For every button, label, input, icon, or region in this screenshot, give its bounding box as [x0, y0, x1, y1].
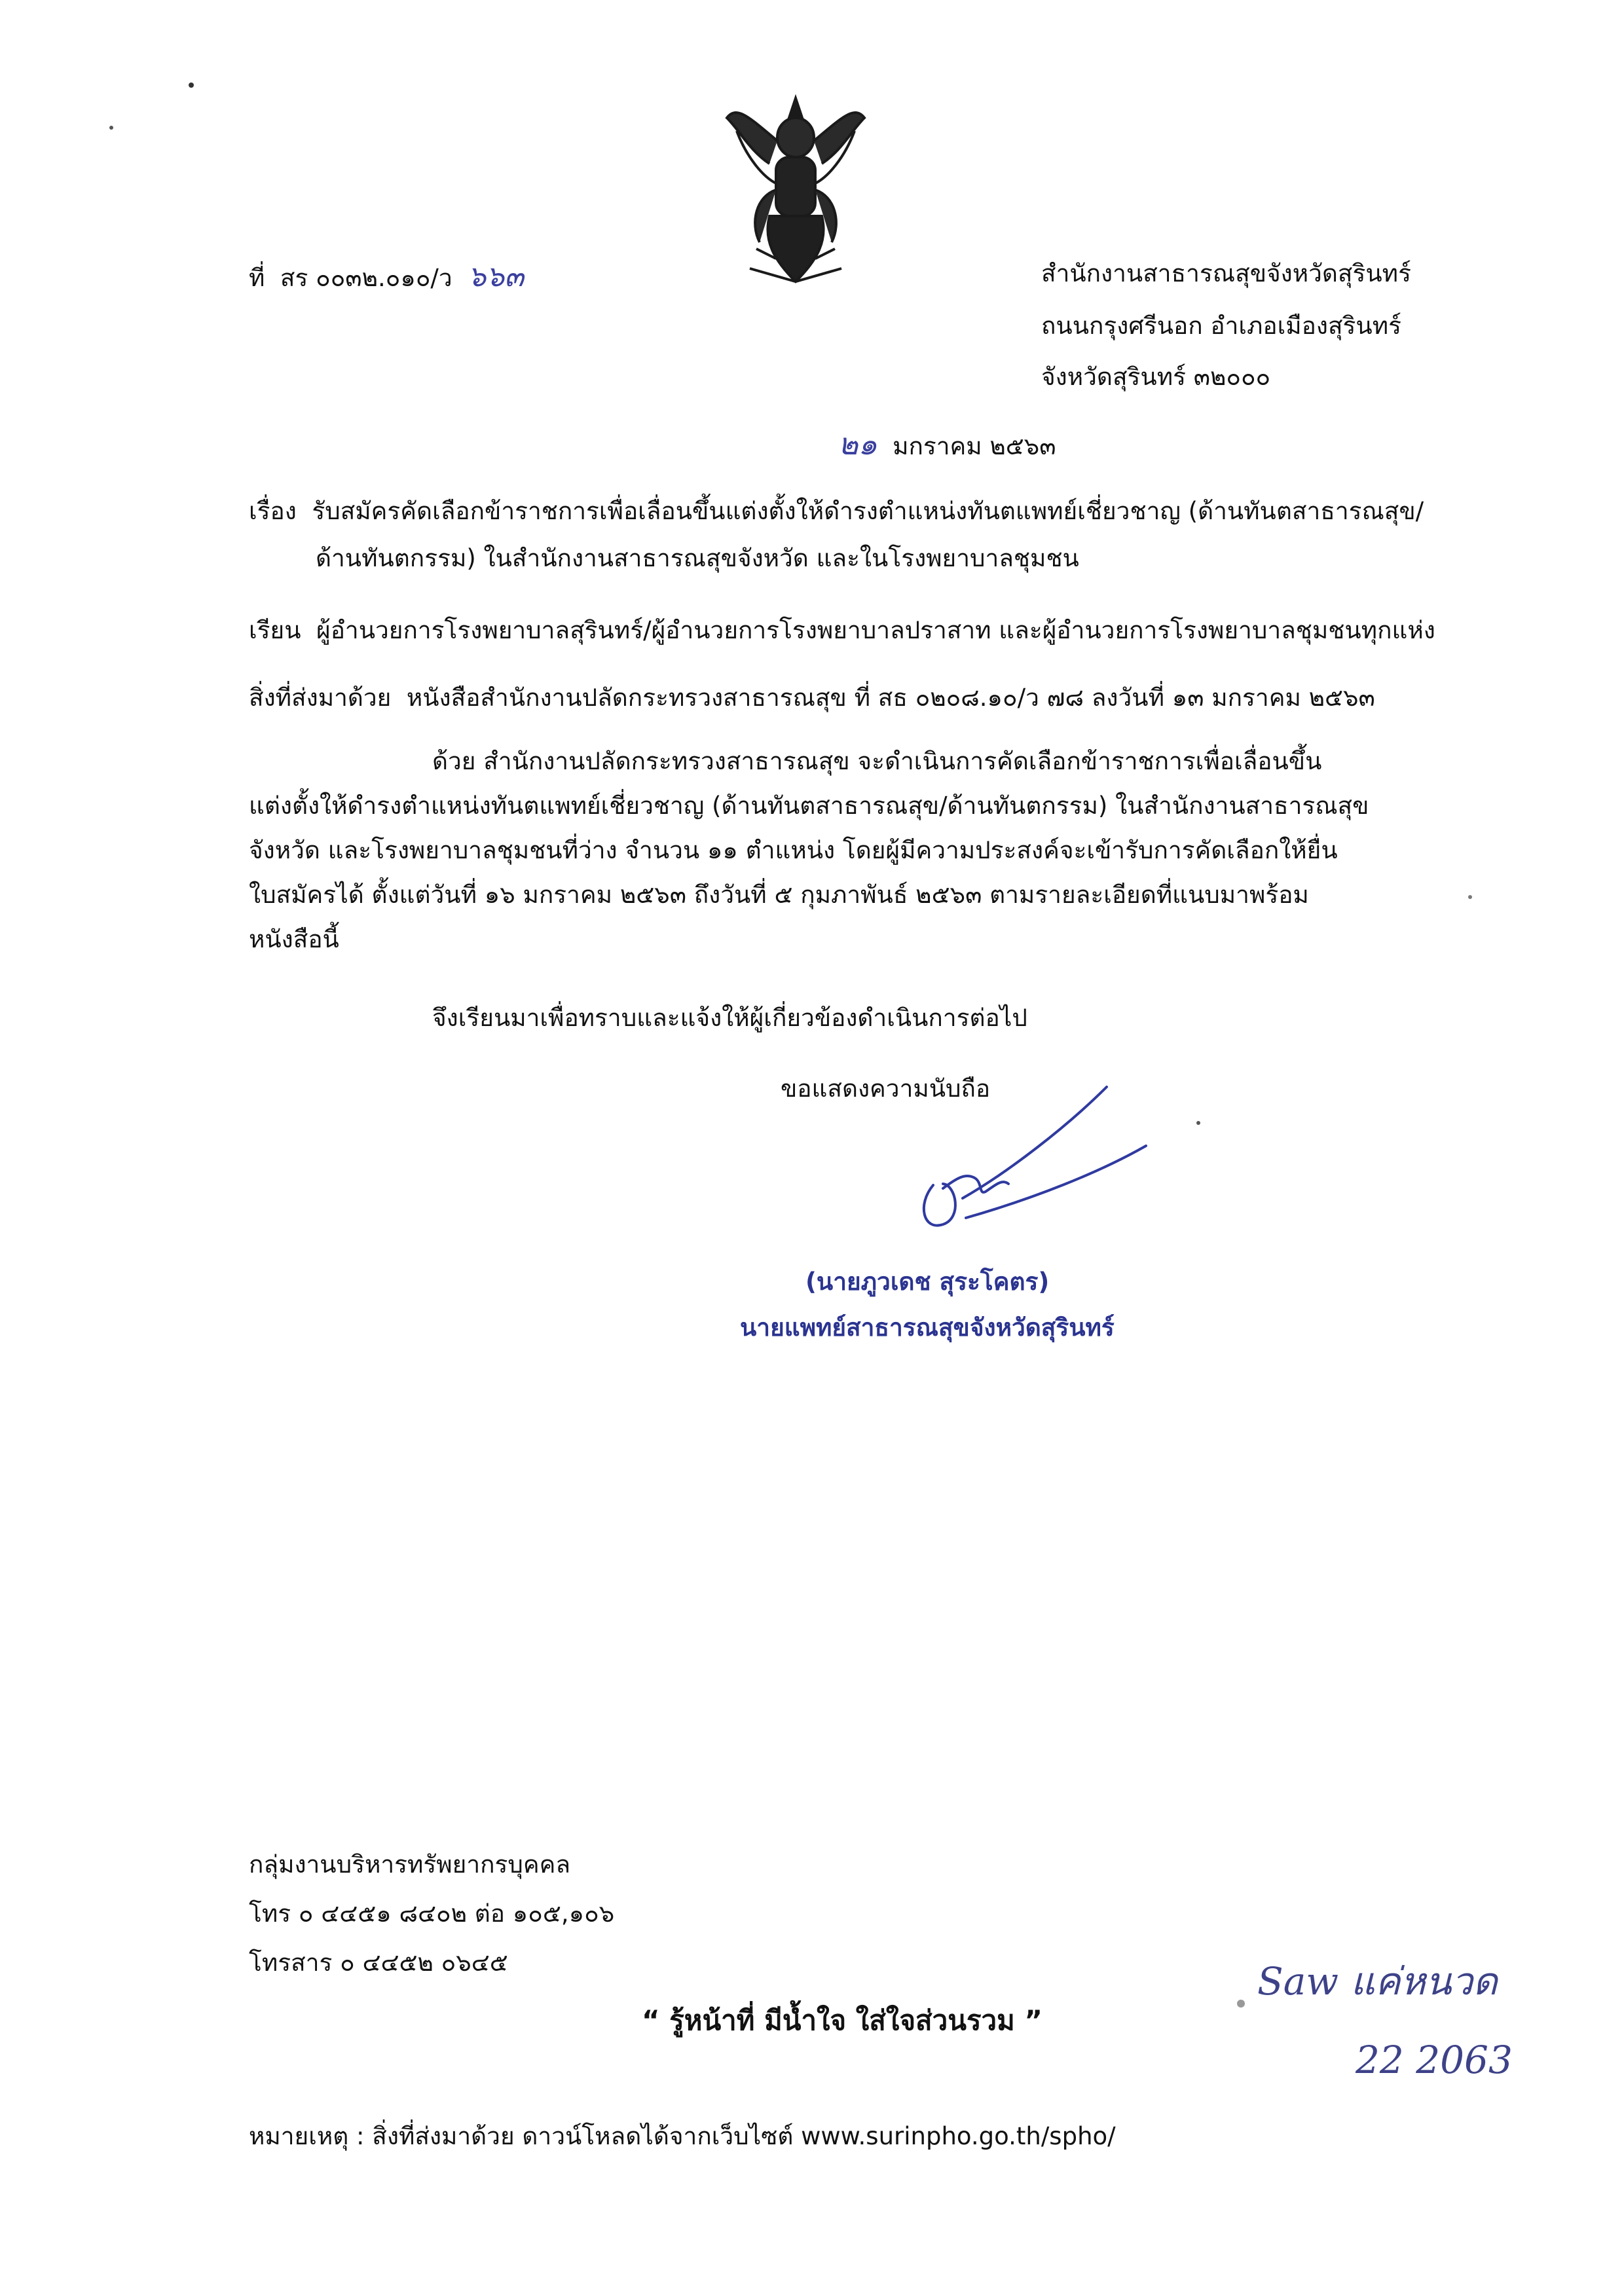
- ref-label: ที่: [249, 264, 265, 292]
- ref-number: สร ๐๐๓๒.๐๑๐/ว: [280, 264, 452, 292]
- body-line5: หนังสือนี้: [249, 925, 339, 953]
- date-month-year: มกราคม ๒๕๖๓: [893, 432, 1056, 460]
- recipient-text: ผู้อำนวยการโรงพยาบาลสุรินทร์/ผู้อำนวยการโรงพยาบาลปราสาท และผู้อำนวยการโรงพยาบาลชุมชนทุกแห่ง: [316, 616, 1435, 644]
- subject-text-2: ด้านทันตกรรม) ในสำนักงานสาธารณสุขจังหวัด และในโรงพยาบาลชุมชน: [316, 544, 1079, 572]
- slogan: “ รู้หน้าที่ มีน้ำใจ ใส่ใจส่วนรวม ”: [642, 2004, 1043, 2036]
- regards-text: ขอแสดงความนับถือ: [781, 1074, 991, 1103]
- contact-phone: โทร ๐ ๔๔๕๑ ๘๔๐๒ ต่อ ๑๐๕,๑๐๖: [249, 1899, 615, 1928]
- signatory-position: นายแพทย์สาธารณสุขจังหวัดสุรินทร์: [740, 1313, 1115, 1342]
- contact-fax: โทรสาร ๐ ๔๔๕๒ ๐๖๔๕: [249, 1949, 508, 1977]
- signatory-name: (นายภูวเดช สุระโคตร): [805, 1268, 1050, 1296]
- org-address-line2: จังหวัดสุรินทร์ ๓๒๐๐๐: [1041, 363, 1271, 391]
- subject-label: เรื่อง: [249, 497, 297, 525]
- closing-line: จึงเรียนมาเพื่อทราบและแจ้งให้ผู้เกี่ยวข้องดำเนินการต่อไป: [432, 1004, 1027, 1032]
- handwritten-annotation-line1: Saw แค่หนวด: [1257, 1959, 1498, 2004]
- body-line3: จังหวัด และโรงพยาบาลชุมชนที่ว่าง จำนวน ๑๑ ตำแหน่ง โดยผู้มีความประสงค์จะเข้ารับการคัดเลือกให้ยื่น: [249, 836, 1338, 864]
- enclosure-label: สิ่งที่ส่งมาด้วย: [249, 684, 392, 712]
- enclosure-text: หนังสือสำนักงานปลัดกระทรวงสาธารณสุข ที่ สธ ๐๒๐๘.๑๐/ว ๗๘ ลงวันที่ ๑๓ มกราคม ๒๕๖๓: [406, 684, 1375, 712]
- body-line4: ใบสมัครได้ ตั้งแต่วันที่ ๑๖ มกราคม ๒๕๖๓ ถึงวันที่ ๕ กุมภาพันธ์ ๒๕๖๓ ตามรายละเอียดที่แนบมาพร้อม: [249, 881, 1309, 909]
- recipient-label: เรียน: [249, 616, 301, 644]
- org-name: สำนักงานสาธารณสุขจังหวัดสุรินทร์: [1041, 259, 1411, 287]
- subject-text-1: รับสมัครคัดเลือกข้าราชการเพื่อเลื่อนขึ้นแต่งตั้งให้ดำรงตำแหน่งทันตแพทย์เชี่ยวชาญ (ด้านทันตสาธารณสุข/: [312, 497, 1424, 525]
- body-line1: ด้วย สำนักงานปลัดกระทรวงสาธารณสุข จะดำเนินการคัดเลือกข้าราชการเพื่อเลื่อนขึ้น: [432, 747, 1322, 775]
- org-address-line1: ถนนกรุงศรีนอก อำเภอเมืองสุรินทร์: [1041, 312, 1401, 340]
- date-day-handwritten: ๒๑: [838, 426, 877, 462]
- contact-department: กลุ่มงานบริหารทรัพยากรบุคคล: [249, 1850, 571, 1879]
- footer-note: หมายเหตุ : สิ่งที่ส่งมาด้วย ดาวน์โหลดได้จากเว็บไซต์ www.surinpho.go.th/spho/: [249, 2122, 1116, 2150]
- handwritten-annotation-line2: 22 2063: [1356, 2038, 1513, 2082]
- ref-handwritten-number: ๖๖๓: [468, 260, 525, 293]
- body-line2: แต่งตั้งให้ดำรงตำแหน่งทันตแพทย์เชี่ยวชาญ (ด้านทันตสาธารณสุข/ด้านทันตกรรม) ในสำนักงานสาธารณสุข: [249, 792, 1369, 820]
